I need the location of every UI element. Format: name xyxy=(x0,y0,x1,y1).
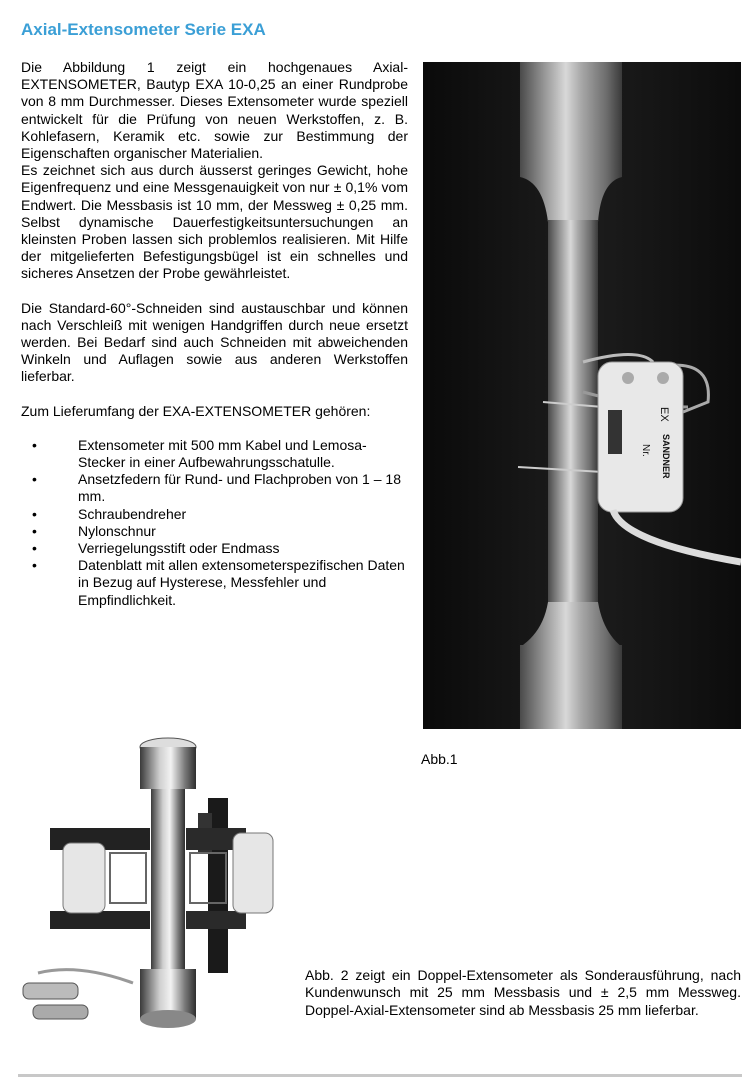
figure-2-caption: Abb. 2 zeigt ein Doppel-Extensometer als Sonderausführung, nach Kundenwunsch mit 25 mm Messbasis und ± 2,5 mm Messweg. Doppel-Axial-Extensometer sind ab Messbasis 25 mm lieferbar. xyxy=(305,967,741,1018)
list-item: • Nylonschnur xyxy=(32,522,156,539)
paragraph-features: Es zeichnet sich aus durch äusserst geringes Gewicht, hohe Eigenfrequenz und eine Messgenauigkeit von nur ± 0,1% vom Endwert. Die Messbasis ist 10 mm, der Messweg ± 0,25 mm. Selbst dynamische Dauerfestigkeitsuntersuchungen an kleinsten Proben lassen sich problemlos realisieren. Mit Hilfe der mitgelieferten Befestigungsbügel ist ein schnelles und sicheres Ansetzen der Probe gewährleistet. xyxy=(21,162,408,282)
page-title: Axial-Extensometer Serie EXA xyxy=(21,20,266,39)
figure-1-photo xyxy=(423,62,741,729)
device-label-brand: SANDNER xyxy=(661,434,671,479)
list-item: • Schraubendreher xyxy=(32,505,187,522)
bullet-icon: • xyxy=(32,436,37,453)
device-label-ex: EX xyxy=(658,407,670,422)
paragraph-intro: Die Abbildung 1 zeigt ein hochgenaues Axial-EXTENSOMETER, Bautyp EXA 10-0,25 an einer Rundprobe von 8 mm Durchmesser. Dieses Extensometer wurde speziell entwickelt für die Prüfung von neuen Werkstoffen, z. B. Kohlefasern, Keramik etc. sowie zur Bestimmung der Eigenschaften organischer Materialien. xyxy=(21,59,408,162)
bullet-icon: • xyxy=(32,557,37,574)
list-item: • Verriegelungsstift oder Endmass xyxy=(32,540,280,557)
list-item: • Extensometer mit 500 mm Kabel und Lemosa-Stecker in einer Aufbewahrungsschatulle. xyxy=(32,436,367,471)
paragraph-scope: Zum Lieferumfang der EXA-EXTENSOMETER gehören: xyxy=(21,402,371,419)
bullet-icon: • xyxy=(32,505,37,522)
bullet-icon: • xyxy=(32,540,37,557)
list-item: • Ansetzfedern für Rund- und Flachproben von 1 – 18 mm. xyxy=(32,471,401,505)
list-item: • Datenblatt mit allen extensometerspezifischen Daten in Bezug auf Hysterese, Messfehler und Empfindlichkeit. xyxy=(32,557,405,608)
bullet-icon: • xyxy=(32,471,37,488)
device-label-number: Nr. xyxy=(640,444,651,457)
figure-1-caption: Abb.1 xyxy=(421,751,458,767)
paragraph-blades: Die Standard-60°-Schneiden sind austauschbar und können nach Verschleiß mit wenigen Handgriffen durch neue ersetzt werden. Bei Bedarf sind auch Schneiden mit abweichenden Winkeln und Auflagen sowie aus anderen Werkstoffen lieferbar. xyxy=(21,299,408,385)
figure-2-photo xyxy=(18,733,296,1033)
scope-list xyxy=(21,437,408,609)
footer-divider xyxy=(18,1074,742,1077)
body-text-column xyxy=(21,59,408,609)
bullet-icon: • xyxy=(32,522,37,539)
